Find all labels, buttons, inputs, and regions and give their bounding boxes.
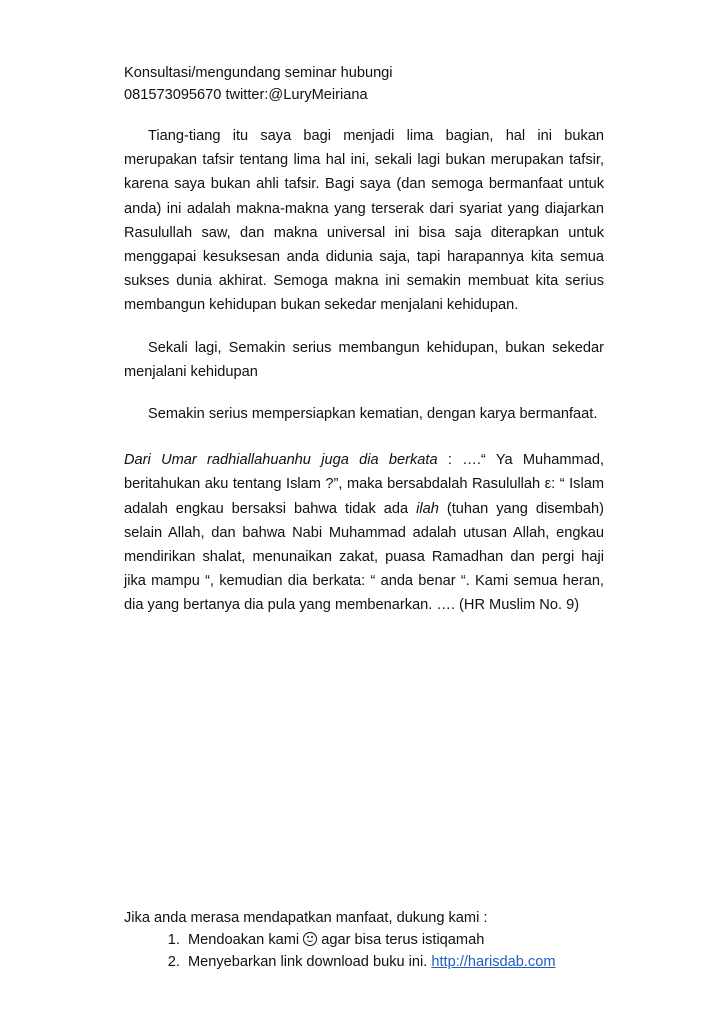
download-link[interactable]: http://harisdab.com	[431, 954, 556, 970]
support-list	[124, 929, 604, 973]
hadith-italic-ilah: ilah	[416, 500, 439, 517]
hadith-text-part-b: (tuhan yang disembah) selain Allah, dan bahwa Nabi Muhammad adalah utusan Allah, engkau mendirikan shalat, menunaikan zakat, puasa Ramadhan dan pergi haji jika mampu “, kemudian dia berkata: “ anda benar “. Kami semua heran, dia yang bertanya dia pula yang membenarkan. …. (HR Muslim No. 9)	[124, 500, 604, 614]
contact-header	[124, 62, 604, 106]
support-item-pray	[184, 929, 604, 951]
hadith-italic-intro: Dari Umar radhiallahuanhu juga dia berkata	[124, 452, 438, 469]
support-intro: Jika anda merasa mendapatkan manfaat, dukung kami :	[124, 910, 488, 926]
contact-line-1: Konsultasi/mengundang seminar hubungi	[124, 65, 393, 81]
hadith-quote	[124, 448, 604, 617]
support-item-pray-text-a: Mendoakan kami	[188, 932, 304, 948]
smiley-face-icon	[303, 932, 317, 946]
support-footer	[124, 907, 604, 973]
paragraph-intro: Tiang-tiang itu saya bagi menjadi lima bagian, hal ini bukan merupakan tafsir tentang lima hal ini, sekali lagi bukan merupakan tafsir, karena saya bukan ahli tafsir. Bagi saya (dan semoga bermanfaat untuk anda) ini adalah makna-makna yang terserak dari syariat yang diajarkan Rasulullah saw, dan makna universal ini bisa saja diterapkan untuk menggapai kesuksesan anda didunia saja, tapi harapannya kita semua sukses dunia akhirat. Semoga makna ini semakin membuat kita serius membangun kehidupan bukan sekedar menjalani kehidupan.	[124, 128, 604, 314]
paragraph-reminder: Sekali lagi, Semakin serius membangun kehidupan, bukan sekedar menjalani kehidupan	[124, 339, 604, 380]
support-item-share	[184, 951, 604, 973]
paragraph-preparation: Semakin serius mempersiapkan kematian, dengan karya bermanfaat.	[148, 406, 598, 423]
hadith-text-part-a: : ….“ Ya Muhammad, beritahukan aku tentang Islam ?”, maka bersabdalah Rasulullah ε: “ Islam adalah engkau bersaksi bahwa tidak ada	[124, 452, 604, 517]
support-item-share-text: Menyebarkan link download buku ini.	[188, 954, 432, 970]
main-content	[124, 62, 604, 618]
contact-line-2: 081573095670 twitter:@LuryMeiriana	[124, 87, 368, 103]
support-item-pray-text-b: agar bisa terus istiqamah	[317, 932, 485, 948]
